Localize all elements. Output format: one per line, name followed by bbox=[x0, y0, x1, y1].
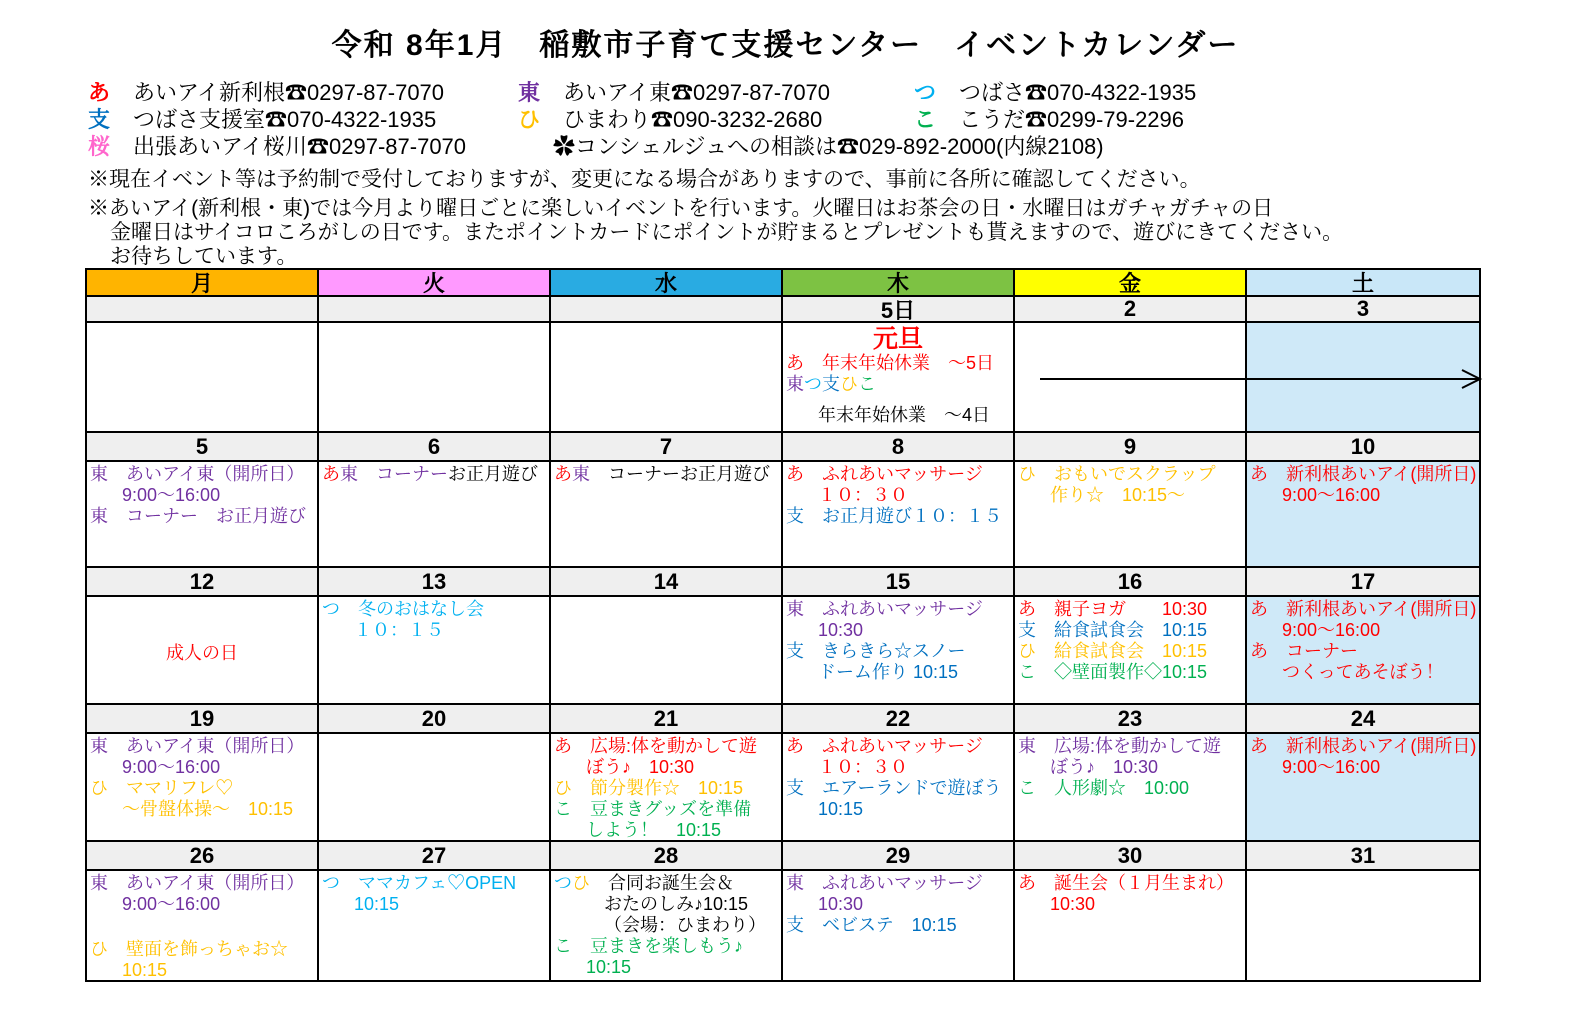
event-line bbox=[786, 778, 1010, 799]
event-text: ママリフレ♡ bbox=[108, 778, 234, 798]
event-text: ママカフェ♡OPEN bbox=[340, 873, 517, 893]
date-cell-w1-thu: 5日 bbox=[783, 297, 1015, 323]
date-cell-w4-thu: 22 bbox=[783, 705, 1015, 734]
date-cell-w4-wed: 21 bbox=[551, 705, 783, 734]
event-line bbox=[322, 873, 546, 894]
event-line bbox=[786, 915, 1010, 936]
event-line bbox=[1018, 464, 1242, 485]
event-line bbox=[786, 405, 1010, 426]
date-cell-w4-mon: 19 bbox=[87, 705, 319, 734]
event-text: 新利根あいアイ(開所日) bbox=[1268, 599, 1477, 619]
event-cell-w4-sat bbox=[1247, 734, 1479, 842]
event-line bbox=[1018, 778, 1242, 799]
event-line bbox=[554, 873, 778, 894]
event-line bbox=[90, 736, 314, 757]
event-line bbox=[322, 894, 546, 915]
event-text: 9:00～16:00 bbox=[122, 485, 221, 505]
event-text: ひ bbox=[90, 778, 108, 798]
date-cell-w3-mon: 12 bbox=[87, 568, 319, 597]
event-line bbox=[786, 894, 1010, 915]
day-header-tue: 火 bbox=[319, 270, 551, 297]
event-line bbox=[1018, 662, 1242, 683]
event-line bbox=[554, 894, 778, 915]
event-text: コーナーお正月遊び bbox=[590, 464, 770, 484]
event-line bbox=[786, 620, 1010, 641]
date-cell-w2-wed: 7 bbox=[551, 433, 783, 462]
event-cell-w3-mon bbox=[87, 597, 319, 705]
event-line bbox=[90, 799, 314, 820]
event-line bbox=[786, 485, 1010, 506]
event-line bbox=[322, 464, 546, 485]
event-line bbox=[322, 620, 546, 641]
event-text: 支 bbox=[786, 915, 804, 935]
event-text: お正月遊び bbox=[448, 464, 538, 484]
event-line bbox=[1018, 641, 1242, 662]
event-text: こ bbox=[1018, 662, 1036, 682]
date-cell-w2-mon: 5 bbox=[87, 433, 319, 462]
event-text: 10:30 bbox=[1050, 894, 1096, 914]
event-text: コーナー bbox=[1268, 641, 1358, 661]
date-cell-w1-sat: 3 bbox=[1247, 297, 1479, 323]
event-text: 9:00～16:00 bbox=[1282, 620, 1381, 640]
event-line bbox=[1250, 662, 1476, 683]
event-cell-w4-mon bbox=[87, 734, 319, 842]
date-cell-w3-thu: 15 bbox=[783, 568, 1015, 597]
event-text: 東 bbox=[90, 464, 108, 484]
event-text: つ bbox=[322, 599, 340, 619]
event-text: 支 bbox=[1018, 620, 1036, 640]
event-text: あ bbox=[554, 736, 572, 756]
event-line bbox=[786, 325, 1010, 353]
event-text: つ bbox=[804, 374, 822, 394]
event-text: あいアイ東（開所日） bbox=[108, 736, 305, 756]
event-line bbox=[786, 374, 1010, 395]
event-text: 東 bbox=[786, 873, 804, 893]
event-line bbox=[554, 464, 778, 485]
event-cell-w1-tue bbox=[319, 323, 551, 433]
event-line bbox=[786, 599, 1010, 620]
event-text: 誕生会（１月生まれ） bbox=[1036, 873, 1234, 893]
note-line: お待ちしています。 bbox=[110, 245, 298, 268]
legend-marker: ひ bbox=[518, 107, 541, 132]
event-line bbox=[1018, 599, 1242, 620]
event-text: 作り☆ 10:15～ bbox=[1050, 485, 1186, 505]
event-text: 広場:体を動かして遊 bbox=[572, 736, 757, 756]
event-text: ぼう♪ 10:30 bbox=[586, 757, 695, 777]
date-cell-w3-sat: 17 bbox=[1247, 568, 1479, 597]
event-text: コーナー お正月遊び bbox=[108, 506, 306, 526]
date-cell-w2-sat: 10 bbox=[1247, 433, 1479, 462]
event-line bbox=[554, 757, 778, 778]
event-text: 東 bbox=[90, 506, 108, 526]
note-line: 金曜日はサイコロころがしの日です。またポイントカードにポイントが貯まるとプレゼントも貰えますので、遊びにきてください。 bbox=[110, 221, 1344, 244]
event-text: あ bbox=[1250, 641, 1268, 661]
date-cell-w2-thu: 8 bbox=[783, 433, 1015, 462]
event-line bbox=[786, 506, 1010, 527]
event-text: ドーム作り 10:15 bbox=[818, 662, 959, 682]
calendar-table bbox=[85, 268, 1481, 982]
event-line bbox=[90, 873, 314, 894]
event-text: 9:00～16:00 bbox=[1282, 485, 1381, 505]
legend bbox=[88, 76, 1196, 157]
event-cell-w2-fri bbox=[1015, 462, 1247, 568]
date-cell-w3-tue: 13 bbox=[319, 568, 551, 597]
event-text: ベビステ 10:15 bbox=[804, 915, 957, 935]
event-text: ひ bbox=[1018, 641, 1036, 661]
event-line bbox=[322, 599, 546, 620]
note-reservation: ※現在イベント等は予約制で受付しておりますが、変更になる場合がありますので、事前に各所に確認してください。 bbox=[88, 168, 1201, 191]
event-text: 東 bbox=[1018, 736, 1036, 756]
event-text: 東 bbox=[90, 873, 108, 893]
event-text: こ bbox=[858, 374, 876, 394]
event-line bbox=[786, 662, 1010, 683]
page-title: 令和 8年1月 稲敷市子育て支援センター イベントカレンダー bbox=[331, 29, 1240, 62]
event-text: 10:15 bbox=[586, 957, 632, 977]
event-line bbox=[90, 960, 314, 980]
event-text: 10:30 bbox=[818, 620, 864, 640]
event-text: きらきら☆スノー bbox=[804, 641, 966, 661]
day-header-mon: 月 bbox=[87, 270, 319, 297]
event-line bbox=[554, 778, 778, 799]
event-cell-w4-fri bbox=[1015, 734, 1247, 842]
event-text: 東 bbox=[340, 464, 358, 484]
event-text: 親子ヨガ 10:30 bbox=[1036, 599, 1208, 619]
date-cell-w2-tue: 6 bbox=[319, 433, 551, 462]
event-text: お正月遊び１０：１５ bbox=[804, 506, 1002, 526]
event-cell-w5-wed bbox=[551, 871, 783, 980]
event-line bbox=[1018, 620, 1242, 641]
event-line bbox=[786, 757, 1010, 778]
event-line bbox=[554, 736, 778, 757]
legend-label: ✿コンシェルジュへの相談は☎029-892-2000(内線2108) bbox=[553, 134, 1104, 159]
event-text: おたのしみ♪10:15 bbox=[604, 894, 749, 914]
legend-marker: あ bbox=[88, 80, 111, 105]
event-cell-w2-tue bbox=[319, 462, 551, 568]
event-text: 給食試食会 10:15 bbox=[1036, 620, 1208, 640]
event-text: １０：１５ bbox=[354, 620, 444, 640]
event-text: 合同お誕生会＆ bbox=[590, 873, 734, 893]
event-text: 壁面を飾っちゃお☆ bbox=[108, 939, 288, 959]
legend-label: つばさ☎070-4322-1935 bbox=[959, 80, 1197, 105]
event-line bbox=[90, 894, 314, 915]
event-line bbox=[786, 799, 1010, 820]
event-cell-w4-thu bbox=[783, 734, 1015, 842]
event-cell-w5-thu bbox=[783, 871, 1015, 980]
event-cell-w3-tue bbox=[319, 597, 551, 705]
event-cell-w5-mon bbox=[87, 871, 319, 980]
event-text: 豆まきを楽しもう♪ bbox=[572, 936, 743, 956]
legend-row bbox=[88, 76, 1196, 103]
event-line bbox=[786, 464, 1010, 485]
legend-row bbox=[88, 103, 1196, 130]
date-cell-w1-fri: 2 bbox=[1015, 297, 1247, 323]
event-text: 10:15 bbox=[354, 894, 400, 914]
event-line bbox=[90, 485, 314, 506]
event-cell-w1-thu bbox=[783, 323, 1015, 433]
event-text: コーナー bbox=[358, 464, 448, 484]
event-text: 節分製作☆ 10:15 bbox=[572, 778, 744, 798]
event-text: 広場:体を動かして遊 bbox=[1036, 736, 1221, 756]
note-weekly-events bbox=[88, 197, 1343, 269]
event-line bbox=[1018, 873, 1242, 894]
day-header-fri: 金 bbox=[1015, 270, 1247, 297]
event-text: あ bbox=[1018, 599, 1036, 619]
date-cell-w5-tue: 27 bbox=[319, 842, 551, 871]
event-text: あ bbox=[322, 464, 340, 484]
event-line bbox=[1250, 641, 1476, 662]
event-text: あ bbox=[1018, 873, 1036, 893]
legend-label: ひまわり☎090-3232-2680 bbox=[563, 107, 823, 132]
event-text: ◇壁面製作◇10:15 bbox=[1036, 662, 1208, 682]
event-line bbox=[1018, 757, 1242, 778]
note-line: ※あいアイ(新利根・東)では今月より曜日ごとに楽しいイベントを行います。火曜日はお茶会の日・水曜日はガチャガチャの日 bbox=[88, 197, 1274, 220]
event-cell-w4-wed bbox=[551, 734, 783, 842]
date-cell-w1-wed bbox=[551, 297, 783, 323]
date-cell-w1-tue bbox=[319, 297, 551, 323]
event-line bbox=[1018, 894, 1242, 915]
event-text: 東 bbox=[786, 374, 804, 394]
event-line bbox=[554, 936, 778, 957]
event-cell-w3-sat bbox=[1247, 597, 1479, 705]
event-line bbox=[1018, 736, 1242, 757]
event-text: 東 bbox=[786, 599, 804, 619]
event-text: おもいでスクラップ bbox=[1036, 464, 1216, 484]
event-line bbox=[90, 506, 314, 527]
event-text: こ bbox=[1018, 778, 1036, 798]
event-text: 支 bbox=[822, 374, 840, 394]
legend-label: あいアイ東☎0297-87-7070 bbox=[563, 80, 831, 105]
date-cell-w5-wed: 28 bbox=[551, 842, 783, 871]
event-text: 9:00～16:00 bbox=[122, 757, 221, 777]
legend-label: あいアイ新利根☎0297-87-7070 bbox=[133, 80, 445, 105]
legend-entry bbox=[553, 130, 1104, 161]
event-line bbox=[1250, 485, 1476, 506]
event-text: こ bbox=[554, 799, 572, 819]
date-cell-w2-fri: 9 bbox=[1015, 433, 1247, 462]
event-text: 東 bbox=[572, 464, 590, 484]
event-text: ふれあいマッサージ bbox=[804, 599, 983, 619]
event-text: しよう！ 10:15 bbox=[586, 820, 722, 840]
event-text: あいアイ東（開所日） bbox=[108, 873, 305, 893]
event-text: 東 bbox=[90, 736, 108, 756]
event-text: ふれあいマッサージ bbox=[804, 464, 983, 484]
event-cell-w1-fri bbox=[1015, 323, 1247, 433]
legend-label: 出張あいアイ桜川☎0297-87-7070 bbox=[133, 134, 467, 159]
event-text: ぼう♪ 10:30 bbox=[1050, 757, 1159, 777]
event-text: ひ bbox=[572, 873, 590, 893]
event-line bbox=[786, 736, 1010, 757]
event-text: あ bbox=[1250, 599, 1268, 619]
event-line bbox=[554, 820, 778, 841]
event-cell-w3-fri bbox=[1015, 597, 1247, 705]
event-text: エアーランドで遊ぼう bbox=[804, 778, 1002, 798]
event-cell-w4-tue bbox=[319, 734, 551, 842]
event-text: あいアイ東（開所日） bbox=[108, 464, 305, 484]
event-text: １０：３０ bbox=[818, 485, 908, 505]
legend-marker: 東 bbox=[518, 80, 541, 105]
event-line bbox=[90, 778, 314, 799]
event-text: 支 bbox=[786, 506, 804, 526]
event-text: 新利根あいアイ(開所日) bbox=[1268, 464, 1477, 484]
event-cell-w2-mon bbox=[87, 462, 319, 568]
event-text: １０：３０ bbox=[818, 757, 908, 777]
event-text: ふれあいマッサージ bbox=[804, 873, 983, 893]
event-text: 豆まきグッズを準備 bbox=[572, 799, 752, 819]
date-cell-w3-fri: 16 bbox=[1015, 568, 1247, 597]
date-cell-w1-mon bbox=[87, 297, 319, 323]
event-cell-w2-sat bbox=[1247, 462, 1479, 568]
event-text: 支 bbox=[786, 641, 804, 661]
date-cell-w4-sat: 24 bbox=[1247, 705, 1479, 734]
day-header-thu: 木 bbox=[783, 270, 1015, 297]
event-line bbox=[1018, 485, 1242, 506]
event-text: 10:15 bbox=[818, 799, 864, 819]
event-line bbox=[554, 799, 778, 820]
event-text: つくってあそぼう！ bbox=[1282, 662, 1444, 682]
event-text: ふれあいマッサージ bbox=[804, 736, 983, 756]
event-cell-w1-sat bbox=[1247, 323, 1479, 433]
event-line bbox=[1250, 620, 1476, 641]
event-line bbox=[1250, 736, 1476, 757]
legend-marker: 支 bbox=[88, 107, 111, 132]
event-text: ひ bbox=[840, 374, 858, 394]
legend-marker: つ bbox=[914, 80, 937, 105]
legend-label: つばさ支援室☎070-4322-1935 bbox=[133, 107, 437, 132]
event-line bbox=[90, 757, 314, 778]
legend-entry bbox=[88, 130, 553, 161]
event-cell-w1-mon bbox=[87, 323, 319, 433]
event-cell-w5-tue bbox=[319, 871, 551, 980]
event-line bbox=[786, 641, 1010, 662]
event-text: あ 年末年始休業 ～5日 bbox=[786, 353, 995, 373]
event-cell-w2-thu bbox=[783, 462, 1015, 568]
event-line bbox=[1250, 599, 1476, 620]
event-text: 人形劇☆ 10:00 bbox=[1036, 778, 1190, 798]
date-cell-w5-sat: 31 bbox=[1247, 842, 1479, 871]
event-line bbox=[90, 464, 314, 485]
event-text: あ bbox=[1250, 464, 1268, 484]
event-text: 新利根あいアイ(開所日) bbox=[1268, 736, 1477, 756]
event-line bbox=[554, 957, 778, 978]
event-text: あ bbox=[786, 736, 804, 756]
date-cell-w5-fri: 30 bbox=[1015, 842, 1247, 871]
event-cell-w3-thu bbox=[783, 597, 1015, 705]
event-line bbox=[786, 353, 1010, 374]
event-line bbox=[1250, 757, 1476, 778]
event-text: ひ bbox=[554, 778, 572, 798]
legend-label: こうだ☎0299-79-2296 bbox=[959, 107, 1185, 132]
date-cell-w4-tue: 20 bbox=[319, 705, 551, 734]
event-text: 9:00～16:00 bbox=[122, 894, 221, 914]
event-text: 10:30 bbox=[818, 894, 864, 914]
event-text: 元旦 bbox=[872, 325, 923, 353]
legend-marker: こ bbox=[914, 107, 937, 132]
event-cell-w5-sat bbox=[1247, 871, 1479, 980]
legend-marker: 桜 bbox=[88, 134, 111, 159]
event-cell-w5-fri bbox=[1015, 871, 1247, 980]
day-header-sat: 土 bbox=[1247, 270, 1479, 297]
event-text: 支 bbox=[786, 778, 804, 798]
date-cell-w5-thu: 29 bbox=[783, 842, 1015, 871]
event-text: つ bbox=[322, 873, 340, 893]
day-header-wed: 水 bbox=[551, 270, 783, 297]
event-text: ひ bbox=[90, 939, 108, 959]
date-cell-w4-fri: 23 bbox=[1015, 705, 1247, 734]
event-cell-w1-wed bbox=[551, 323, 783, 433]
event-text: 冬のおはなし会 bbox=[340, 599, 484, 619]
event-text: つ bbox=[554, 873, 572, 893]
event-text: 給食試食会 10:15 bbox=[1036, 641, 1208, 661]
event-line bbox=[554, 915, 778, 936]
event-text: あ bbox=[554, 464, 572, 484]
event-text: 10:15 bbox=[122, 960, 168, 980]
event-line bbox=[90, 939, 314, 960]
event-text: ～骨盤体操～ 10:15 bbox=[122, 799, 294, 819]
event-cell-w3-wed bbox=[551, 597, 783, 705]
date-cell-w3-wed: 14 bbox=[551, 568, 783, 597]
event-text: あ bbox=[786, 464, 804, 484]
event-text: あ bbox=[1250, 736, 1268, 756]
event-text: （会場：ひまわり） bbox=[604, 915, 766, 935]
event-cell-w2-wed bbox=[551, 462, 783, 568]
event-line bbox=[786, 873, 1010, 894]
event-text: 年末年始休業 ～4日 bbox=[818, 405, 991, 425]
event-text: 9:00～16:00 bbox=[1282, 757, 1381, 777]
event-line bbox=[1250, 464, 1476, 485]
event-text: 成人の日 bbox=[166, 643, 238, 663]
date-cell-w5-mon: 26 bbox=[87, 842, 319, 871]
legend-row bbox=[88, 130, 1196, 157]
event-text: ひ bbox=[1018, 464, 1036, 484]
event-line bbox=[90, 643, 314, 664]
event-text: こ bbox=[554, 936, 572, 956]
